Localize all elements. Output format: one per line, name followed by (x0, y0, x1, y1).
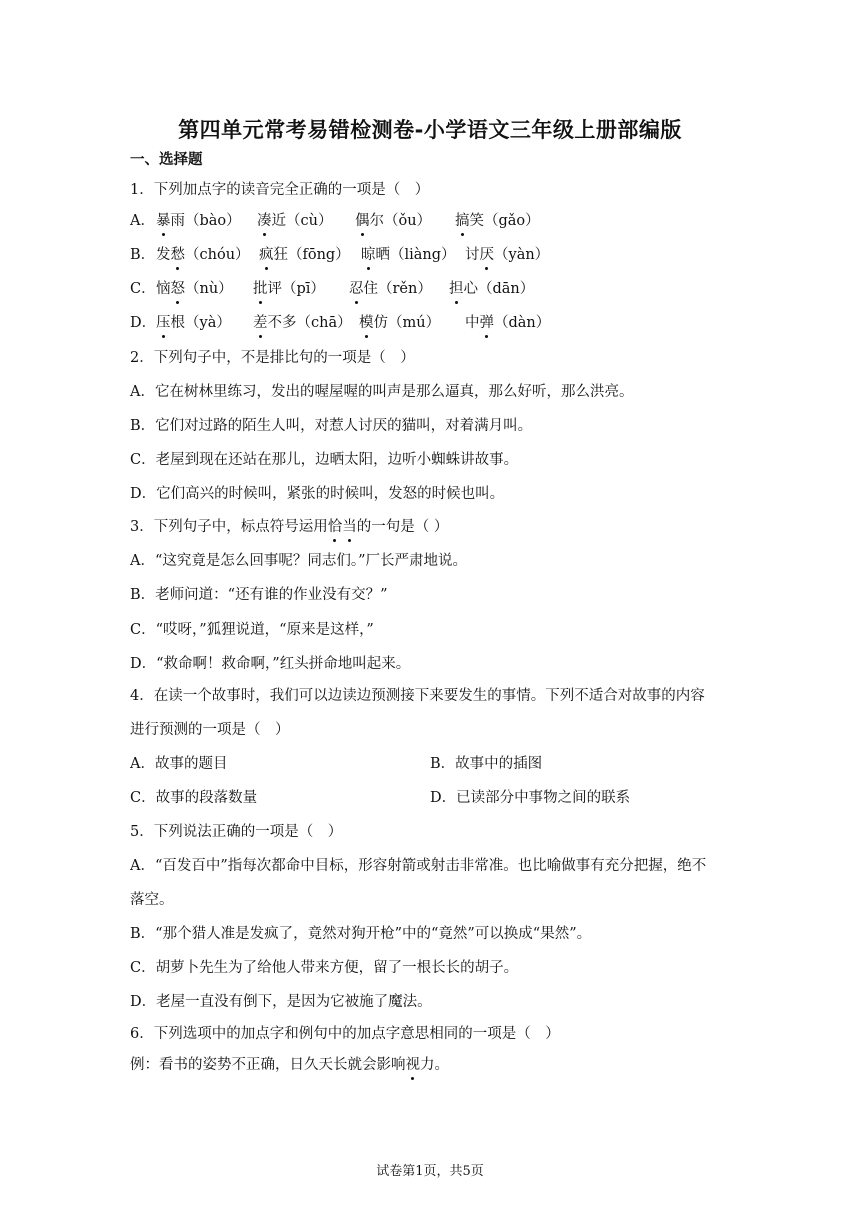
q1-option-c-word-4: 担心（dān） (449, 281, 535, 297)
q3-option-b: B．老师问道：“还有谁的作业没有交？” (130, 587, 388, 603)
q3-option-c: C．“哎呀，”狐狸说道，“原来是这样，” (130, 622, 374, 638)
q4-option-d: D．已读部分中事物之间的联系 (430, 790, 631, 806)
page-footer: 试卷第1页，共5页 (376, 1164, 484, 1179)
q1-option-a-word-4: 搞笑（gǎo） (455, 213, 540, 229)
q1-option-c-label: C． (130, 281, 156, 297)
q2-option-c: C．老屋到现在还站在那儿，边晒太阳，边听小蜘蛛讲故事。 (130, 452, 519, 468)
q4-option-c: C．故事的段落数量 (130, 790, 258, 806)
question-6-example: 例：看书的姿势不正确，日久天长就会影响视力。 (130, 1057, 449, 1073)
q1-option-c-word-3: 忍住（rěn） (349, 281, 432, 297)
q1-option-a-word-3: 偶尔（ǒu） (355, 213, 432, 229)
q5-option-d: D．老屋一直没有倒下，是因为它被施了魔法。 (130, 994, 432, 1010)
page-title: 第四单元常考易错检测卷-小学语文三年级上册部编版 (178, 118, 682, 142)
question-5-stem: 5．下列说法正确的一项是（ ） (130, 824, 343, 840)
q1-option-d-word-2: 差不多（chā） (253, 315, 352, 331)
q2-option-d: D．它们高兴的时候叫，紧张的时候叫，发怒的时候也叫。 (130, 486, 505, 502)
q1-option-b-word-3: 晾晒（liàng） (361, 247, 456, 263)
q4-option-b: B．故事中的插图 (430, 756, 543, 772)
q1-option-d-label: D． (130, 315, 157, 331)
q4-option-a: A．故事的题目 (130, 756, 228, 772)
q1-option-b-word-2: 疯狂（fōng） (259, 247, 350, 263)
question-3-stem: 3．下列句子中，标点符号运用恰当的一句是（ ） (130, 519, 449, 535)
question-6-stem: 6．下列选项中的加点字和例句中的加点字意思相同的一项是（ ） (130, 1026, 560, 1042)
question-4-stem-line-2: 进行预测的一项是（ ） (130, 722, 290, 738)
q3-option-d: D．“救命啊！救命啊，”红头拼命地叫起来。 (130, 656, 411, 672)
q1-option-d-word-1: 压根（yà） (156, 315, 231, 331)
q1-option-d-word-4: 中弹（dàn） (465, 315, 551, 331)
question-1-stem: 1．下列加点字的读音完全正确的一项是（ ） (130, 182, 430, 198)
q1-option-a-label: A． (130, 213, 155, 229)
q5-option-a-line-2: 落空。 (130, 892, 174, 908)
question-4-stem-line-1: 4．在读一个故事时，我们可以边读边预测接下来要发生的事情。下列不适合对故事的内容 (130, 688, 705, 704)
q1-option-c-word-1: 恼怒（nù） (156, 281, 233, 297)
q1-option-a-word-1: 暴雨（bào） (156, 213, 241, 229)
q1-option-c-word-2: 批评（pī） (253, 281, 325, 297)
q1-option-a-word-2: 凑近（cù） (257, 213, 333, 229)
question-2-stem: 2．下列句子中，不是排比句的一项是（ ） (130, 350, 415, 366)
q5-option-c: C．胡萝卜先生为了给他人带来方便，留了一根长长的胡子。 (130, 960, 519, 976)
q3-option-a: A．“这究竟是怎么回事呢？同志们。”厂长严肃地说。 (130, 553, 468, 569)
q1-option-b-word-4: 讨厌（yàn） (465, 247, 550, 263)
q1-option-b-word-1: 发愁（chóu） (156, 247, 250, 263)
section-heading: 一、选择题 (130, 152, 203, 168)
q5-option-b: B．“那个猎人准是发疯了，竟然对狗开枪”中的“竟然”可以换成“果然”。 (130, 926, 592, 942)
q2-option-a: A．它在树林里练习，发出的喔屋喔的叫声是那么逼真，那么好听，那么洪亮。 (130, 384, 634, 400)
q2-option-b: B．它们对过路的陌生人叫，对惹人讨厌的猫叫，对着满月叫。 (130, 418, 533, 434)
q1-option-b-label: B． (130, 247, 156, 263)
q1-option-d-word-3: 模仿（mú） (359, 315, 441, 331)
q5-option-a-line-1: A．“百发百中”指每次都命中目标，形容射箭或射击非常准。也比喻做事有充分把握，绝不 (130, 858, 707, 874)
